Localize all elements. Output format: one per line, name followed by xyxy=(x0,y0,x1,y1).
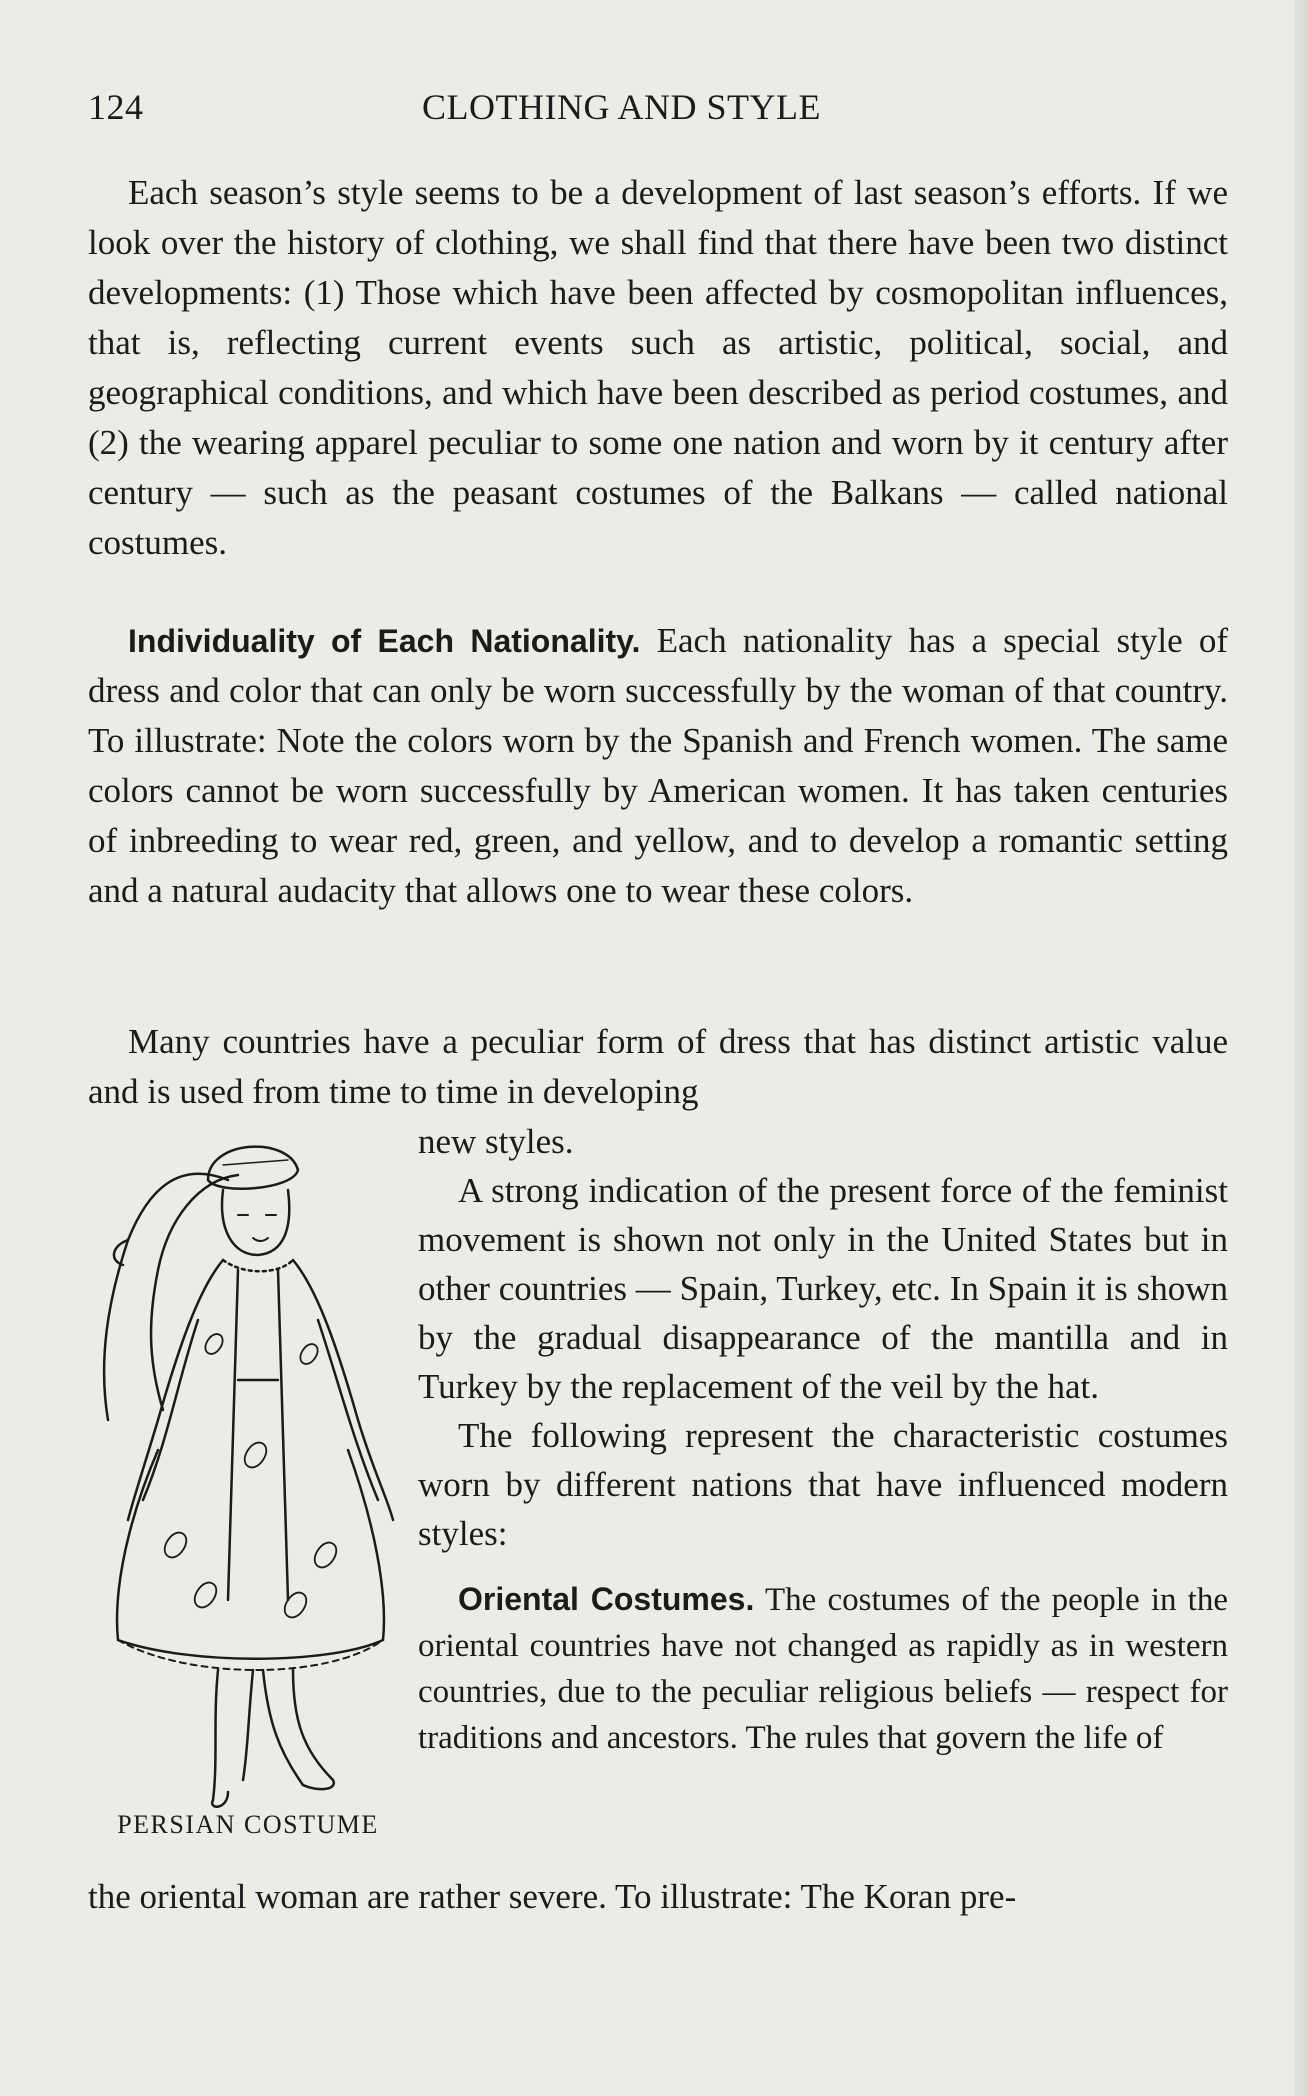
paragraph-text: Each season’s style seems to be a development of last season’s efforts. If we look over the history of clothing, we shall find that there have been two distinct developments: (1) Those which have been affected by cosmopolitan influences, that is, reflecting current events such as artistic, political, social, and geographical conditions, and which have been described as period costumes, and (2) the wearing apparel peculiar to some one nation and worn by it century after century — such as the peasant costumes of the Balkans — called national costumes. xyxy=(88,173,1228,562)
section-heading-nationality: Individuality of Each Nationality. xyxy=(128,623,641,659)
final-line: the oriental woman are rather severe. To illustrate: The Koran pre- xyxy=(88,1877,1017,1916)
running-title: CLOTHING AND STYLE xyxy=(422,87,821,127)
section-heading-oriental: Oriental Costumes. xyxy=(458,1581,755,1617)
running-header xyxy=(88,86,1228,136)
persian-costume-illustration xyxy=(88,1120,408,1810)
figure-persian-costume xyxy=(88,1120,408,1870)
paragraph-feminist: A strong indication of the present force of the feminist movement is shown not only in the United States but in other countries — Spain, Turkey, etc. In Spain it is shown by the gradual disappearance of the mantilla and in Turkey by the replacement of the veil by the hat. xyxy=(418,1171,1228,1406)
paragraph-text: new styles. xyxy=(418,1122,574,1161)
page-edge xyxy=(1294,0,1308,2096)
paragraph-text: Each nationality has a special style of dress and color that can only be worn successfully by the woman of that country. To illustrate: Note the colors worn by the Spanish and French women. The same colors cannot be worn successfully by American women. It has taken centuries of inbreeding to wear red, green, and yellow, and to develop a romantic setting and a natural audacity that allows one to wear these colors. xyxy=(88,621,1229,910)
figure-caption: PERSIAN COSTUME xyxy=(117,1810,379,1839)
side-column xyxy=(418,1117,1228,1761)
page-number: 124 xyxy=(88,87,144,127)
paragraph-oriental xyxy=(418,1576,1228,1761)
paragraph-countries xyxy=(88,1017,1228,1117)
paragraph-characteristic: The following represent the characteristic costumes worn by different nations that have influenced modern styles: xyxy=(418,1416,1228,1553)
paragraph-history xyxy=(88,168,1228,568)
paragraph-text: The costumes of the people in the oriental countries have not changed as rapidly as in western countries, due to the peculiar religious beliefs — respect for traditions and ancestors. The rules that govern the life of xyxy=(418,1582,1229,1756)
paragraph-nationality xyxy=(88,616,1228,916)
paragraph-text: Many countries have a peculiar form of dress that has distinct artistic value and is used from time to time in developing xyxy=(88,1022,1228,1111)
